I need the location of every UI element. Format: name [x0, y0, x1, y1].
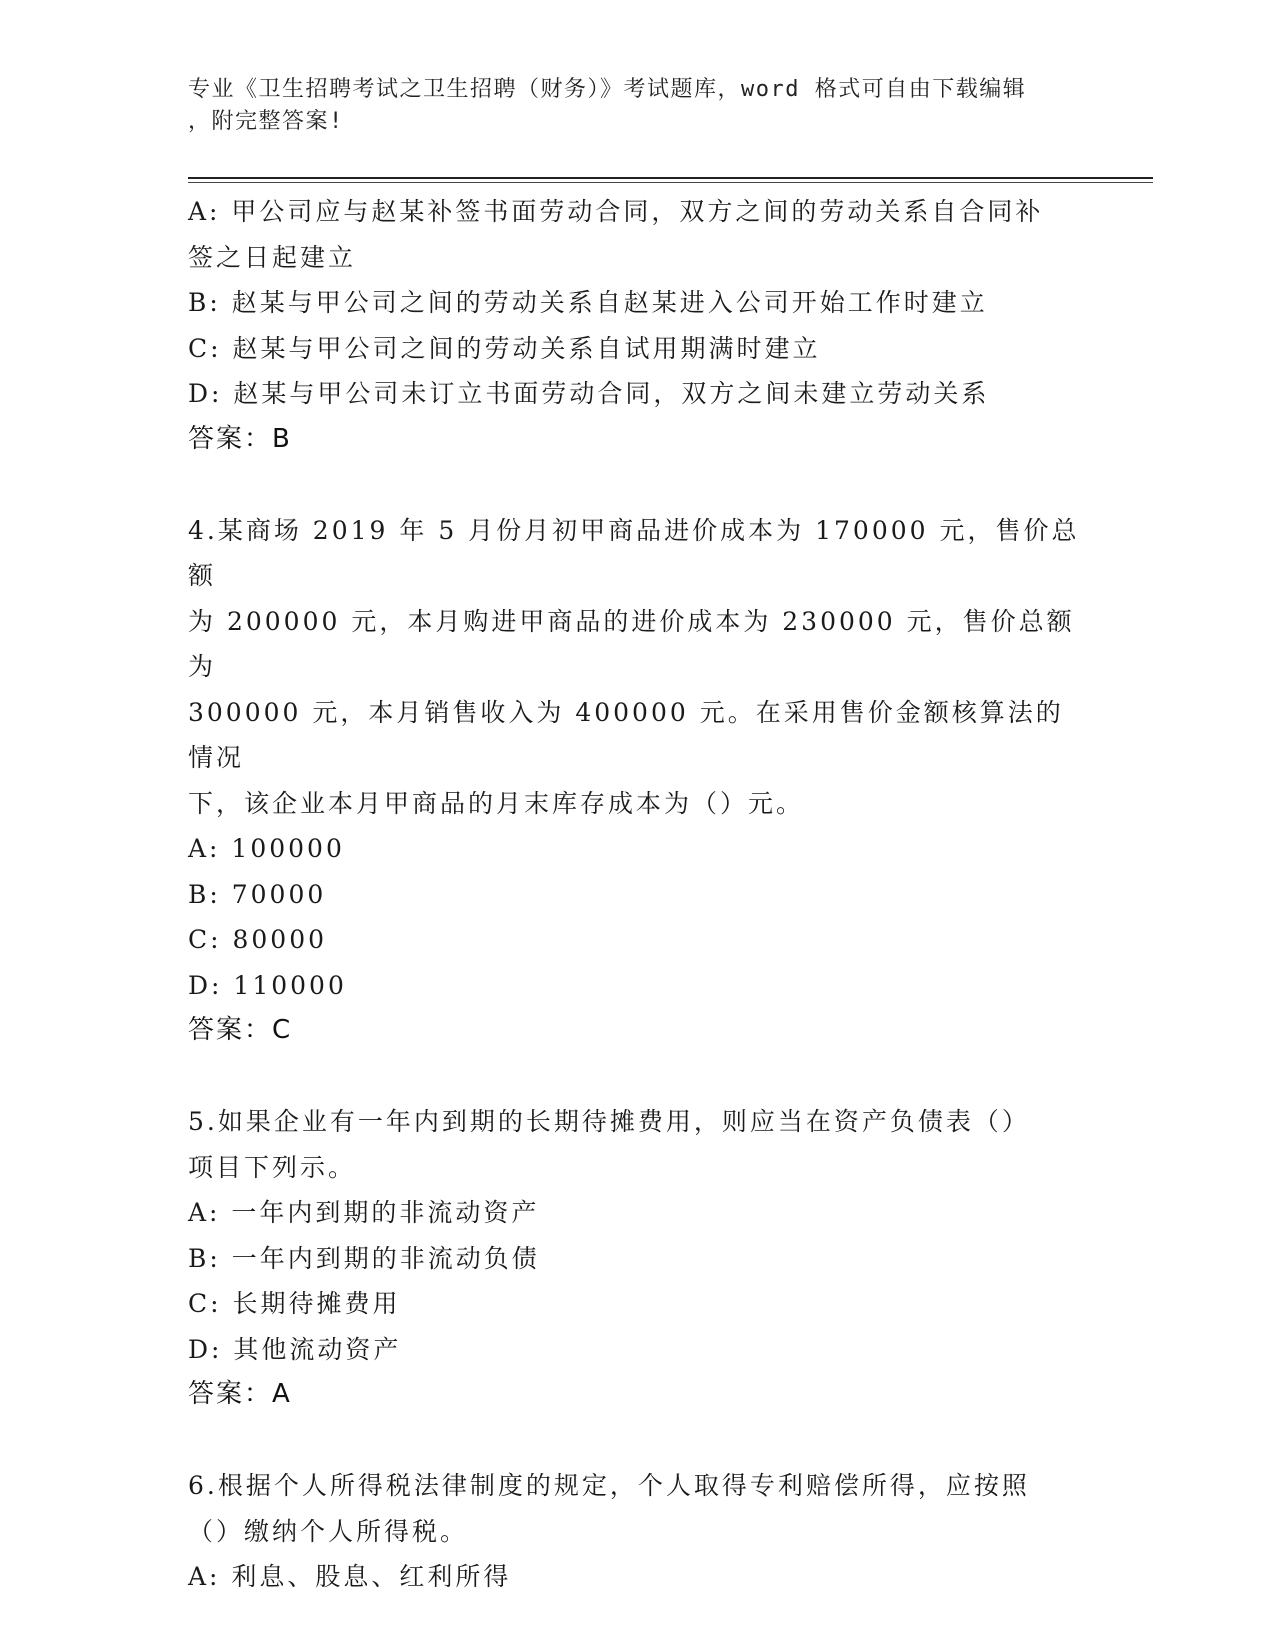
question-4: [188, 508, 1088, 1054]
answer: 答案：B: [188, 423, 292, 454]
question-stem: 5.如果企业有一年内到期的长期待摊费用，则应当在资产负债表（）: [188, 1107, 1030, 1136]
question-stem: 4.某商场 2019 年 5 月份月初甲商品进价成本为 170000 元，售价总额: [188, 515, 1080, 590]
option-a: A: 一年内到期的非流动资产: [188, 1198, 540, 1227]
option-c: C: 长期待摊费用: [188, 1289, 401, 1318]
option-d: D: 赵某与甲公司未订立书面劳动合同，双方之间未建立劳动关系: [188, 379, 990, 408]
question-spacer: [188, 462, 1088, 508]
option-b: B: 一年内到期的非流动负债: [188, 1243, 540, 1273]
option-a-continued: 签之日起建立: [188, 242, 357, 272]
option-c: C: 80000: [188, 925, 328, 954]
option-a: A: 利息、股息、红利所得: [188, 1562, 512, 1591]
question-stem: 项目下列示。: [188, 1152, 357, 1182]
option-a: A: 100000: [188, 834, 345, 863]
option-b: B: 70000: [188, 879, 327, 909]
question-stem: 为 200000 元，本月购进甲商品的进价成本为 230000 元，售价总额为: [188, 606, 1075, 681]
answer: 答案：A: [188, 1379, 292, 1409]
question-stem: （）缴纳个人所得税。: [188, 1516, 469, 1546]
option-a: A: 甲公司应与赵某补签书面劳动合同，双方之间的劳动关系自合同补: [188, 197, 1044, 226]
question-stem: 6.根据个人所得税法律制度的规定，个人取得专利赔偿所得，应按照: [188, 1471, 1030, 1500]
option-d: D: 其他流动资产: [188, 1334, 402, 1364]
question-stem: 下，该企业本月甲商品的月末库存成本为（）元。: [188, 788, 805, 818]
document-body: [188, 189, 1088, 1600]
question-5: [188, 1099, 1088, 1418]
question-spacer: [188, 1054, 1088, 1100]
question-3: [188, 189, 1088, 462]
question-stem: 300000 元，本月销售收入为 400000 元。在采用售价金额核算法的情况: [188, 697, 1064, 772]
header-divider-thin: [188, 182, 1153, 183]
header-line-2: ，附完整答案!: [188, 109, 344, 134]
question-6: [188, 1463, 1088, 1600]
header-divider-thick: [188, 177, 1153, 179]
option-d: D: 110000: [188, 970, 347, 1000]
answer: 答案：C: [188, 1015, 293, 1045]
option-b: B: 赵某与甲公司之间的劳动关系自赵某进入公司开始工作时建立: [188, 288, 988, 317]
option-c: C: 赵某与甲公司之间的劳动关系自试用期满时建立: [188, 333, 821, 363]
header-line-1: 专业《卫生招聘考试之卫生招聘（财务）》考试题库，word 格式可自由下载编辑: [188, 77, 1027, 102]
question-spacer: [188, 1418, 1088, 1464]
document-header: [188, 74, 1068, 138]
